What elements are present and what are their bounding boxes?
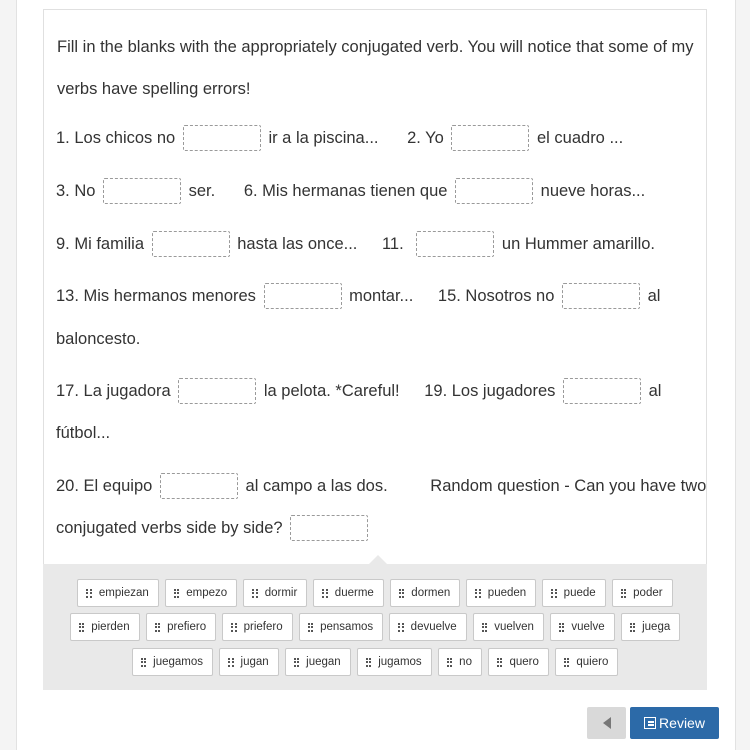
blank-random[interactable] [290,515,368,541]
sentence-text: baloncesto. [56,330,141,349]
word-chip[interactable] [165,579,237,607]
word-chip-label: pueden [487,587,527,599]
sentence-line-4-cont [56,330,140,349]
sentence-text: 6. Mis hermanas tienen que [243,181,448,200]
word-chip[interactable] [146,613,217,641]
word-chip[interactable] [222,613,293,641]
word-bank-row [43,579,707,607]
review-label: Review [659,715,705,731]
drag-handle-icon [155,623,161,632]
drag-handle-icon [447,658,453,667]
word-chip-label: juega [642,621,671,633]
drag-handle-icon [399,589,405,598]
blank-6[interactable] [455,178,533,204]
sentence-text: al [647,286,661,305]
sentence-line-5 [56,378,661,404]
blank-3[interactable] [103,178,181,204]
drag-handle-icon [475,589,481,598]
word-chip[interactable] [438,648,482,676]
word-chip-label: empezo [186,587,228,599]
word-chip[interactable] [285,648,351,676]
word-chip[interactable] [219,648,279,676]
blank-15[interactable] [562,283,640,309]
blank-9[interactable] [152,231,230,257]
sentence-text: nueve horas... [540,181,646,200]
previous-button[interactable] [587,707,626,739]
drag-handle-icon [294,658,300,667]
word-chip-label: quiero [576,656,609,668]
word-chip-label: vuelven [494,621,534,633]
word-chip-label: priefero [243,621,283,633]
sentence-text: 20. El equipo [56,476,153,495]
word-chip[interactable] [313,579,384,607]
word-chip[interactable] [555,648,618,676]
sentence-line-6 [56,473,706,499]
sentence-text: 13. Mis hermanos menores [56,286,256,305]
sentence-text: el cuadro ... [536,128,624,147]
drag-handle-icon [497,658,503,667]
word-chip-label: vuelve [571,621,605,633]
instructions-text: Fill in the blanks with the appropriately conjugated verb. You will notice that some of my verbs have spelling errors! [57,38,694,98]
sentence-text: 11. [381,234,404,253]
sentence-text: fútbol... [56,424,111,443]
blank-11[interactable] [416,231,494,257]
bank-pointer [369,555,387,564]
word-chip[interactable] [389,613,467,641]
word-bank-row [43,613,707,641]
sentence-text: 19. Los jugadores [424,381,556,400]
sentence-text: Random question - Can you have two [430,476,707,495]
sentence-text: ser. [188,181,216,200]
word-chip-label: duerme [334,587,374,599]
word-chip[interactable] [466,579,536,607]
word-chip[interactable] [542,579,605,607]
word-chip-label: dormen [411,587,451,599]
word-chip-label: pierden [91,621,130,633]
sentence-text: ir a la piscina... [268,128,379,147]
sentence-line-6-cont [56,515,371,541]
sentence-text: conjugated verbs side by side? [56,518,283,537]
word-chip-label: pensamos [320,621,374,633]
word-chip[interactable] [299,613,384,641]
sentence-text: la pelota. *Careful! [263,381,400,400]
drag-handle-icon [551,589,557,598]
drag-handle-icon [231,623,237,632]
sentence-line-2 [56,178,645,204]
drag-handle-icon [630,623,636,632]
word-chip[interactable] [390,579,461,607]
sentence-text: 2. Yo [407,128,444,147]
sentence-text: montar... [349,286,414,305]
review-button[interactable] [630,707,719,739]
blank-2[interactable] [451,125,529,151]
word-chip-label: poder [633,587,663,599]
word-chip-label: jugamos [378,656,422,668]
word-chip[interactable] [621,613,681,641]
word-chip-label: devuelve [410,621,457,633]
drag-handle-icon [366,658,372,667]
blank-17[interactable] [178,378,256,404]
word-chip[interactable] [77,579,158,607]
word-chip-label: juegamos [153,656,204,668]
word-chip[interactable] [550,613,615,641]
drag-handle-icon [228,658,234,667]
sentence-line-5-cont [56,424,110,443]
word-chip[interactable] [70,613,140,641]
blank-1[interactable] [183,125,261,151]
word-chip[interactable] [132,648,213,676]
drag-handle-icon [252,589,258,598]
word-chip[interactable] [243,579,307,607]
blank-19[interactable] [563,378,641,404]
sentence-line-4 [56,283,660,309]
drag-handle-icon [621,589,627,598]
review-list-icon [644,717,656,729]
word-chip-label: prefiero [167,621,207,633]
sentence-text: 15. Nosotros no [437,286,555,305]
sentence-text: al campo a las dos. [245,476,388,495]
drag-handle-icon [559,623,565,632]
word-bank-row [43,648,707,676]
sentence-line-1 [56,125,623,151]
drag-handle-icon [174,589,180,598]
word-chip-label: jugan [240,656,269,668]
word-chip-label: quero [509,656,539,668]
drag-handle-icon [141,658,147,667]
sentence-text: un Hummer amarillo. [501,234,656,253]
drag-handle-icon [482,623,488,632]
sentence-text: 17. La jugadora [56,381,171,400]
sentence-text: 9. Mi familia [56,234,145,253]
word-chip[interactable] [473,613,544,641]
sentence-line-3 [56,231,655,257]
blank-20[interactable] [160,473,238,499]
drag-handle-icon [322,589,328,598]
sentence-text: hasta las once... [237,234,358,253]
triangle-left-icon [603,717,611,729]
word-chip[interactable] [488,648,549,676]
drag-handle-icon [308,623,314,632]
word-chip[interactable] [357,648,432,676]
word-bank [43,564,707,690]
drag-handle-icon [398,623,404,632]
sentence-text: 1. Los chicos no [56,128,176,147]
drag-handle-icon [86,589,92,598]
blank-13[interactable] [264,283,342,309]
word-chip-label: dormir [264,587,298,599]
word-chip-label: juegan [306,656,341,668]
word-chip-label: no [459,656,472,668]
drag-handle-icon [564,658,570,667]
sentence-text: al [648,381,662,400]
word-chip[interactable] [612,579,673,607]
sentence-text: 3. No [56,181,96,200]
drag-handle-icon [79,623,85,632]
word-chip-label: puede [563,587,596,599]
word-chip-label: empiezan [98,587,149,599]
